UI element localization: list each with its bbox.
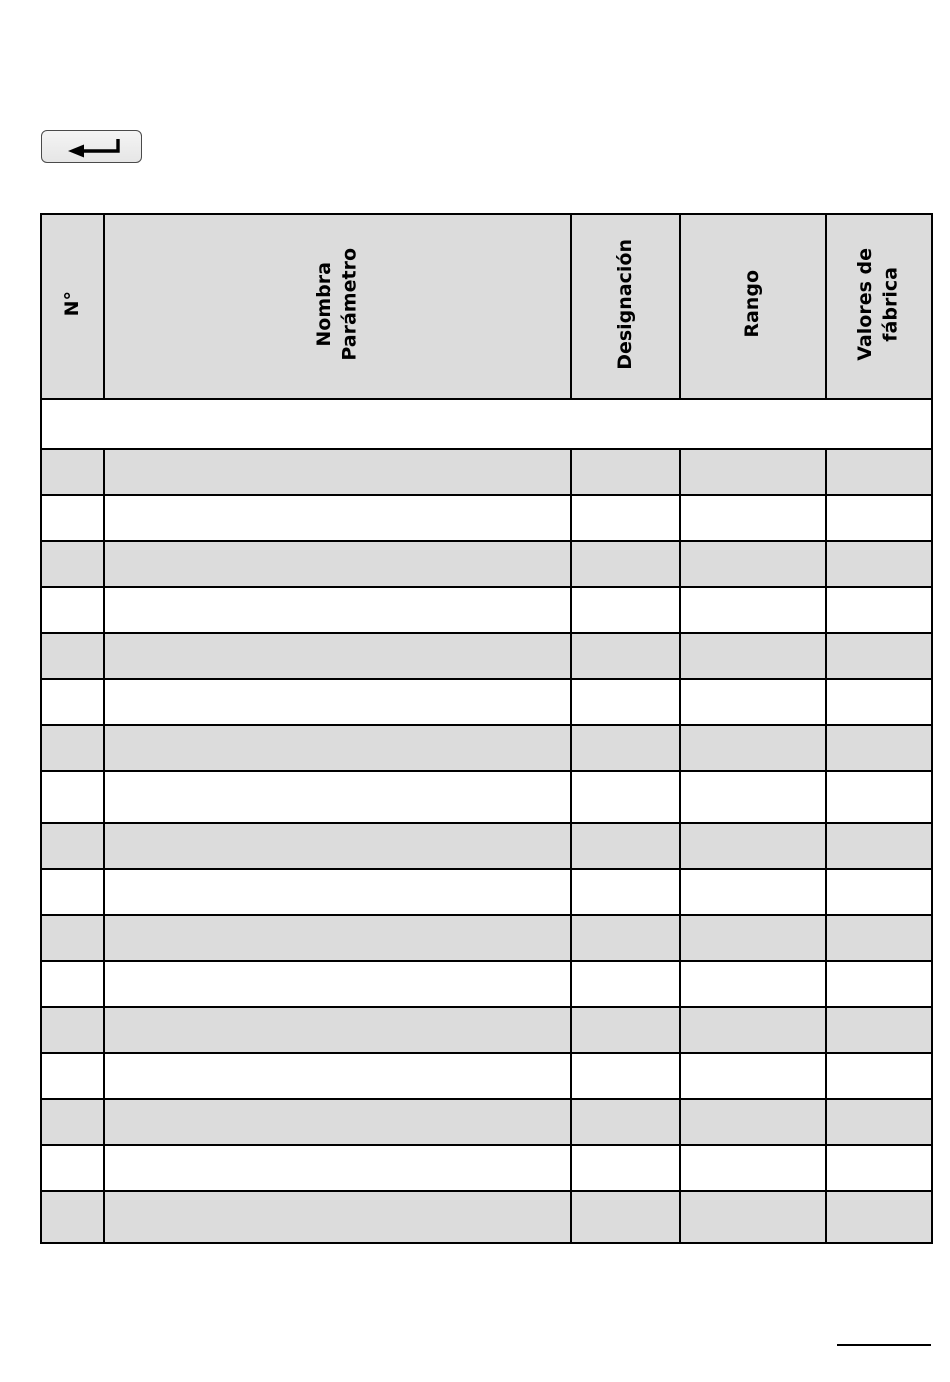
- cell-factory-value: [826, 1007, 932, 1053]
- cell-number: [41, 1099, 104, 1145]
- table-row: [41, 633, 932, 679]
- cell-number: [41, 587, 104, 633]
- cell-designation: [571, 541, 680, 587]
- table-row: [41, 1053, 932, 1099]
- cell-range: [680, 679, 826, 725]
- cell-number: [41, 633, 104, 679]
- table-row: [41, 1099, 932, 1145]
- table-row: [41, 725, 932, 771]
- cell-factory-value: [826, 771, 932, 823]
- cell-parameter-name: [104, 1007, 571, 1053]
- table-row: [41, 771, 932, 823]
- cell-factory-value: [826, 1191, 932, 1243]
- cell-number: [41, 1007, 104, 1053]
- cell-designation: [571, 1007, 680, 1053]
- cell-parameter-name: [104, 1099, 571, 1145]
- cell-range: [680, 633, 826, 679]
- cell-number: [41, 869, 104, 915]
- cell-parameter-name: [104, 541, 571, 587]
- cell-parameter-name: [104, 1191, 571, 1243]
- cell-range: [680, 961, 826, 1007]
- header-factory-values-line1: Valores de: [854, 247, 877, 361]
- cell-designation: [571, 725, 680, 771]
- cell-parameter-name: [104, 449, 571, 495]
- cell-range: [680, 823, 826, 869]
- enter-key-button[interactable]: [41, 130, 142, 163]
- cell-designation: [571, 1191, 680, 1243]
- table-row: [41, 587, 932, 633]
- cell-parameter-name: [104, 1145, 571, 1191]
- cell-designation: [571, 633, 680, 679]
- cell-factory-value: [826, 1099, 932, 1145]
- cell-designation: [571, 1053, 680, 1099]
- cell-designation: [571, 679, 680, 725]
- cell-parameter-name: [104, 915, 571, 961]
- enter-arrow-icon: [42, 131, 143, 164]
- table-row: [41, 541, 932, 587]
- cell-range: [680, 915, 826, 961]
- header-number-label: N°: [60, 291, 83, 317]
- cell-parameter-name: [104, 1053, 571, 1099]
- cell-factory-value: [826, 587, 932, 633]
- cell-factory-value: [826, 541, 932, 587]
- cell-range: [680, 1099, 826, 1145]
- cell-number: [41, 495, 104, 541]
- cell-designation: [571, 961, 680, 1007]
- cell-number: [41, 449, 104, 495]
- table-row: [41, 495, 932, 541]
- cell-parameter-name: [104, 633, 571, 679]
- cell-factory-value: [826, 725, 932, 771]
- cell-range: [680, 1145, 826, 1191]
- header-parameter-name-line2: Parámetro: [338, 247, 361, 361]
- header-parameter-name-line1: Nombra: [312, 261, 335, 347]
- header-range-label: Rango: [741, 270, 764, 338]
- cell-range: [680, 587, 826, 633]
- cell-parameter-name: [104, 823, 571, 869]
- table-row: [41, 961, 932, 1007]
- cell-parameter-name: [104, 679, 571, 725]
- cell-parameter-name: [104, 869, 571, 915]
- table-row: [41, 1191, 932, 1243]
- cell-factory-value: [826, 823, 932, 869]
- header-range: [680, 214, 826, 399]
- cell-designation: [571, 1099, 680, 1145]
- cell-range: [680, 541, 826, 587]
- cell-number: [41, 1053, 104, 1099]
- page-number-rule: [837, 1344, 931, 1346]
- cell-designation: [571, 915, 680, 961]
- cell-factory-value: [826, 961, 932, 1007]
- table-header-row: [41, 214, 932, 399]
- cell-parameter-name: [104, 771, 571, 823]
- table-row: [41, 679, 932, 725]
- cell-designation: [571, 771, 680, 823]
- cell-range: [680, 449, 826, 495]
- table-row: [41, 823, 932, 869]
- header-parameter-name: [104, 214, 571, 399]
- cell-factory-value: [826, 915, 932, 961]
- table-row: [41, 449, 932, 495]
- header-factory-values: [826, 214, 932, 399]
- cell-range: [680, 1053, 826, 1099]
- cell-number: [41, 771, 104, 823]
- cell-number: [41, 679, 104, 725]
- cell-factory-value: [826, 633, 932, 679]
- parameter-table: [40, 213, 933, 1244]
- cell-factory-value: [826, 1145, 932, 1191]
- cell-designation: [571, 823, 680, 869]
- cell-number: [41, 915, 104, 961]
- section-row: [41, 399, 932, 449]
- table-row: [41, 1145, 932, 1191]
- cell-parameter-name: [104, 961, 571, 1007]
- cell-designation: [571, 869, 680, 915]
- header-designation-label: Designación: [613, 238, 636, 370]
- cell-designation: [571, 449, 680, 495]
- cell-parameter-name: [104, 495, 571, 541]
- cell-factory-value: [826, 869, 932, 915]
- cell-factory-value: [826, 449, 932, 495]
- cell-range: [680, 495, 826, 541]
- table-row: [41, 915, 932, 961]
- cell-number: [41, 725, 104, 771]
- cell-range: [680, 771, 826, 823]
- cell-parameter-name: [104, 587, 571, 633]
- cell-designation: [571, 587, 680, 633]
- cell-number: [41, 1145, 104, 1191]
- section-title: [41, 399, 932, 449]
- table-row: [41, 1007, 932, 1053]
- header-number: [41, 214, 104, 399]
- cell-designation: [571, 495, 680, 541]
- cell-factory-value: [826, 679, 932, 725]
- cell-range: [680, 1191, 826, 1243]
- header-factory-values-line2: fábrica: [880, 266, 902, 342]
- cell-number: [41, 541, 104, 587]
- cell-range: [680, 725, 826, 771]
- table-row: [41, 869, 932, 915]
- cell-range: [680, 1007, 826, 1053]
- header-designation: [571, 214, 680, 399]
- cell-range: [680, 869, 826, 915]
- cell-number: [41, 823, 104, 869]
- cell-factory-value: [826, 495, 932, 541]
- cell-designation: [571, 1145, 680, 1191]
- cell-number: [41, 1191, 104, 1243]
- cell-number: [41, 961, 104, 1007]
- cell-parameter-name: [104, 725, 571, 771]
- cell-factory-value: [826, 1053, 932, 1099]
